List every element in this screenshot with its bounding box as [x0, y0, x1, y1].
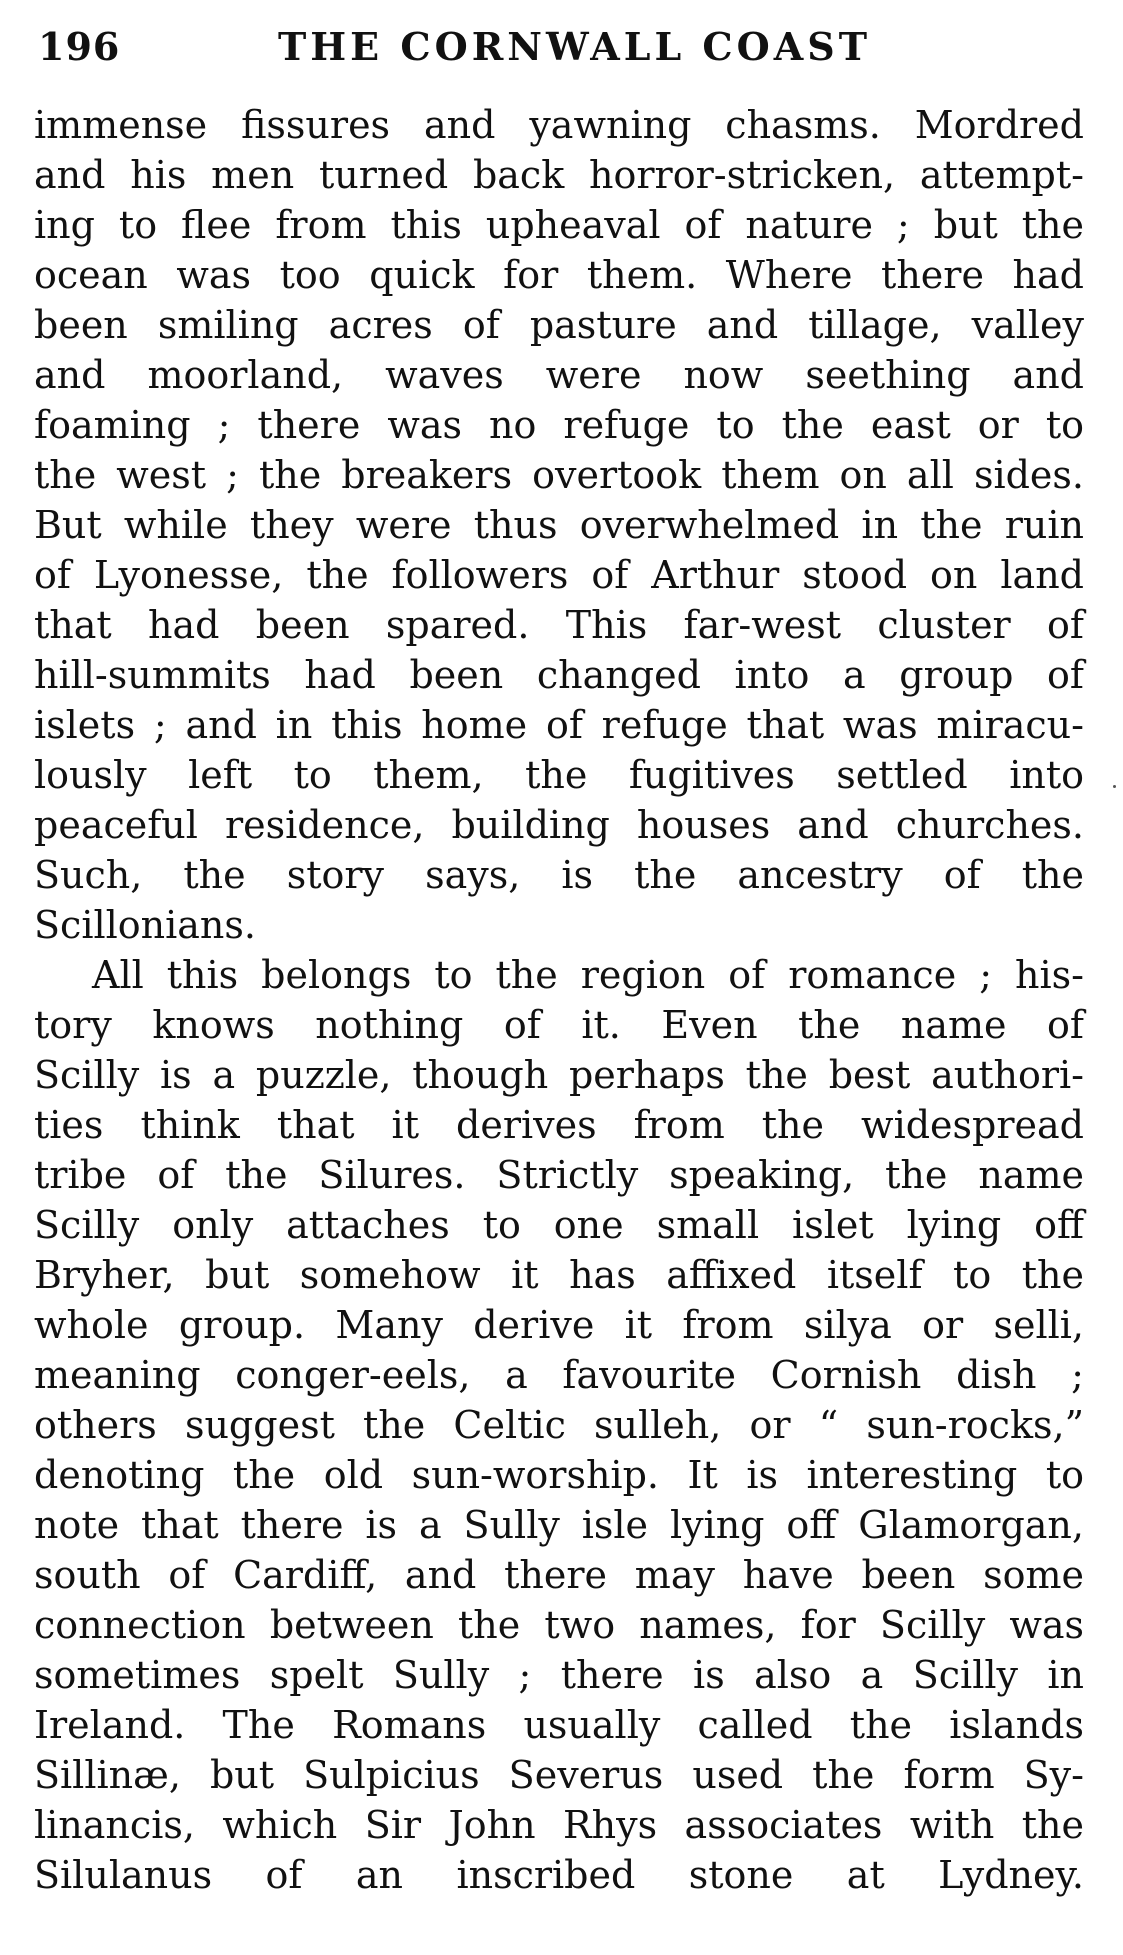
text-line: Such, the story says, is the ancestry of the — [34, 853, 1084, 897]
text-line: But while they were thus overwhelmed in the ruin — [34, 503, 1084, 547]
text-line: Scilly only attaches to one small islet lying off — [34, 1203, 1084, 1247]
text-line: All this belongs to the region of romance ; his- — [92, 953, 1084, 997]
text-line: ocean was too quick for them. Where there had — [34, 253, 1084, 297]
text-line: Scilly is a puzzle, though perhaps the best authori- — [34, 1053, 1084, 1097]
text-line: islets ; and in this home of refuge that was miracu- — [34, 703, 1084, 747]
text-line: tribe of the Silures. Strictly speaking, the name — [34, 1153, 1084, 1197]
page-header — [38, 20, 1078, 80]
text-line: Sillinæ, but Sulpicius Severus used the form Sy- — [34, 1753, 1084, 1797]
text-line: and moorland, waves were now seething and — [34, 353, 1084, 397]
page-number: 196 — [38, 24, 121, 69]
text-line: Ireland. The Romans usually called the islands — [34, 1703, 1084, 1747]
text-line: south of Cardiff, and there may have been some — [34, 1553, 1084, 1597]
body-text — [34, 100, 1084, 1900]
text-line: lously left to them, the fugitives settled into — [34, 753, 1084, 797]
running-title: THE CORNWALL COAST — [278, 24, 871, 69]
text-line: immense fissures and yawning chasms. Mordred — [34, 103, 1084, 147]
text-line: meaning conger-eels, a favourite Cornish dish ; — [34, 1353, 1084, 1397]
text-line: Bryher, but somehow it has affixed itself to the — [34, 1253, 1084, 1297]
text-line: and his men turned back horror-stricken, attempt- — [34, 153, 1084, 197]
text-line: connection between the two names, for Scilly was — [34, 1603, 1084, 1647]
text-line: hill-summits had been changed into a group of — [34, 653, 1084, 697]
text-line: ties think that it derives from the widespread — [34, 1103, 1084, 1147]
paragraph-1 — [34, 100, 1084, 950]
text-line: peaceful residence, building houses and churches. — [34, 803, 1084, 847]
text-line: sometimes spelt Sully ; there is also a Scilly in — [34, 1653, 1084, 1697]
text-line: the west ; the breakers overtook them on all sides. — [34, 453, 1084, 497]
print-speck — [1113, 785, 1116, 788]
text-line: tory knows nothing of it. Even the name of — [34, 1003, 1084, 1047]
text-line: whole group. Many derive it from silya or selli, — [34, 1303, 1084, 1347]
text-line: been smiling acres of pasture and tillage, valley — [34, 303, 1084, 347]
text-line: note that there is a Sully isle lying off Glamorgan, — [34, 1503, 1084, 1547]
text-line: that had been spared. This far-west cluster of — [34, 603, 1084, 647]
text-line: ing to flee from this upheaval of nature ; but the — [34, 203, 1084, 247]
text-line: denoting the old sun-worship. It is interesting to — [34, 1453, 1084, 1497]
text-line: of Lyonesse, the followers of Arthur stood on land — [34, 553, 1084, 597]
text-line: Silulanus of an inscribed stone at Lydney. — [34, 1853, 1084, 1897]
paragraph-2 — [34, 950, 1084, 1900]
text-line: Scillonians. — [34, 903, 256, 947]
text-line: others suggest the Celtic sulleh, or “ sun-rocks,” — [34, 1403, 1084, 1447]
text-line: foaming ; there was no refuge to the east or to — [34, 403, 1084, 447]
text-line: linancis, which Sir John Rhys associates with the — [34, 1803, 1084, 1847]
